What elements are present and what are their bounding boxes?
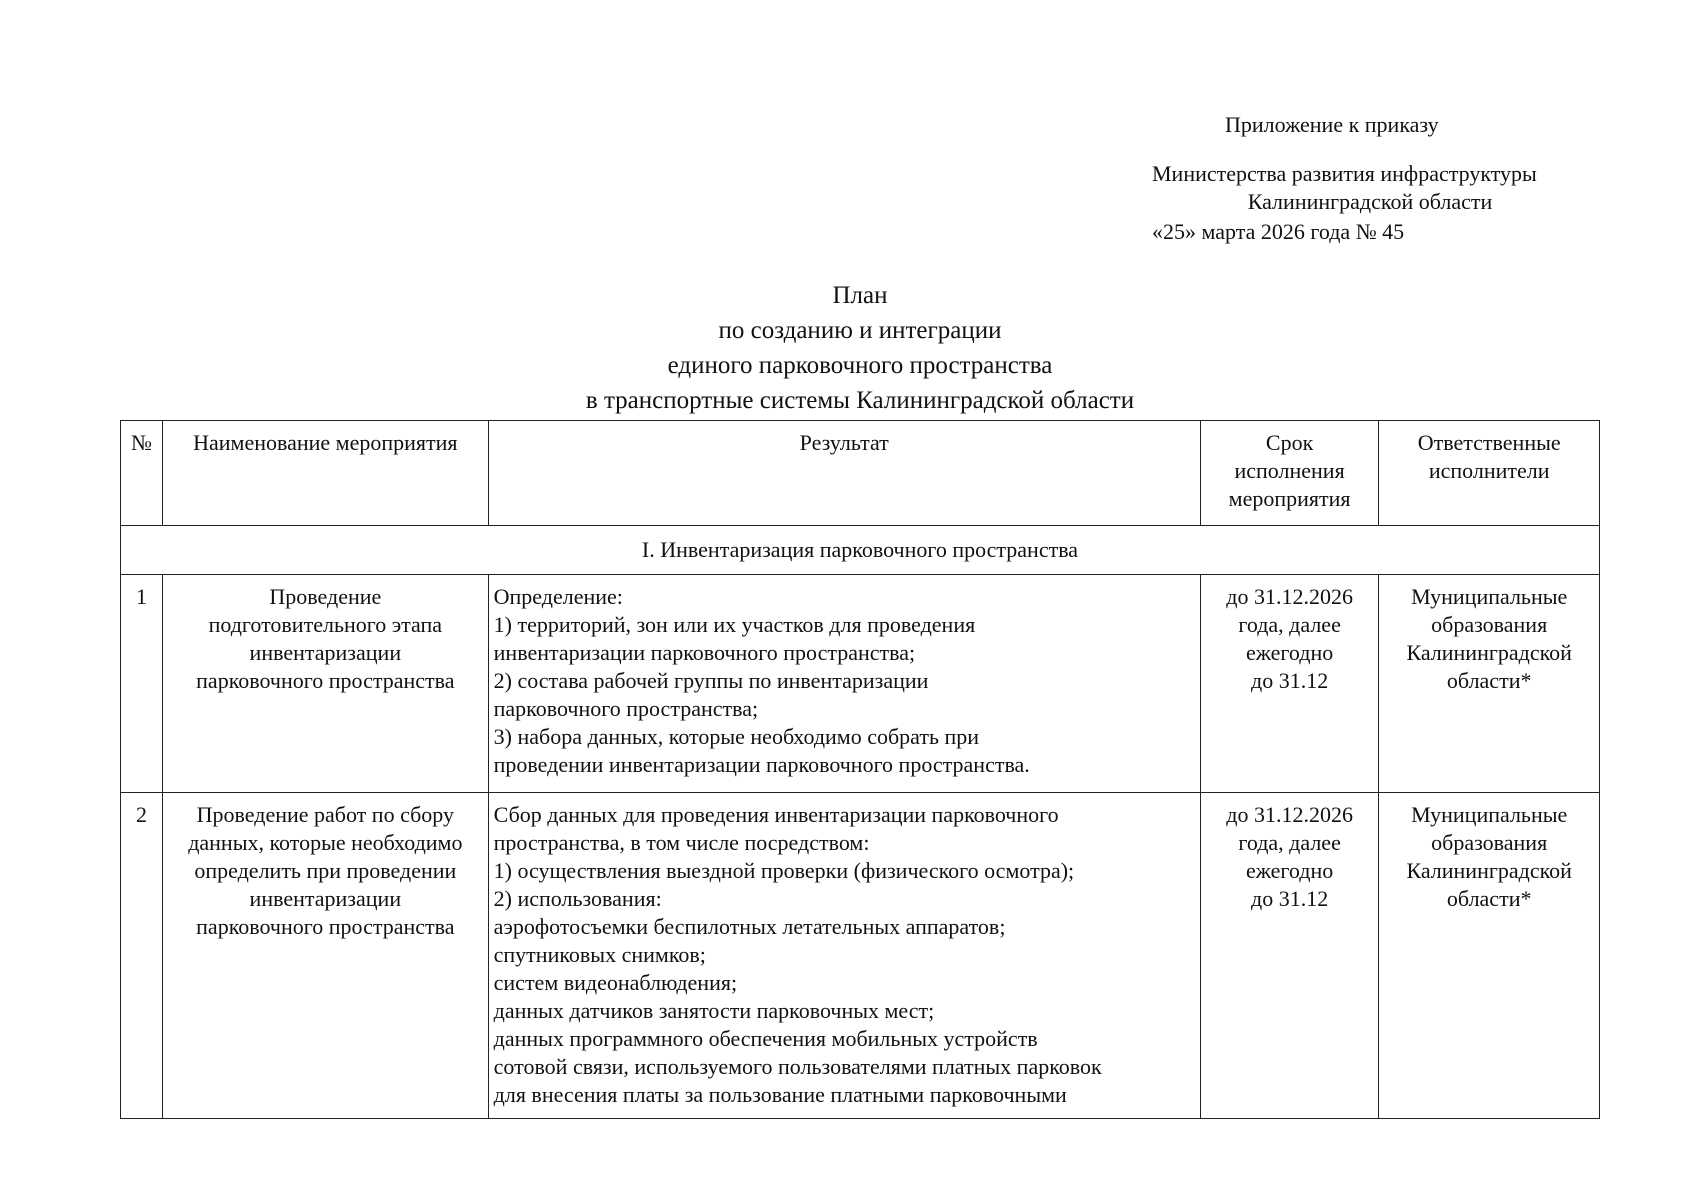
plan-title-line: План xyxy=(832,282,888,309)
row-num: 1 xyxy=(121,575,163,793)
row-num: 2 xyxy=(121,793,163,1119)
result-line: Определение: xyxy=(493,584,623,609)
header-deadline-line: Срок xyxy=(1265,430,1314,455)
row-deadline xyxy=(1200,575,1379,793)
name-line: определить при проведении xyxy=(194,858,457,883)
result-line: для внесения платы за пользование платными парковочными xyxy=(493,1082,1067,1107)
row-deadline xyxy=(1200,793,1379,1119)
row-responsible xyxy=(1379,793,1600,1119)
result-line: парковочного пространства; xyxy=(493,696,759,721)
header-responsible-line: Ответственные xyxy=(1417,430,1561,455)
name-line: парковочного пространства xyxy=(196,914,455,939)
header-responsible-line: исполнители xyxy=(1428,458,1550,483)
name-line: данных, которые необходимо xyxy=(188,830,463,855)
ministry-block xyxy=(1152,160,1592,216)
result-line: аэрофотосъемки беспилотных летательных аппаратов; xyxy=(493,914,1006,939)
deadline-line: ежегодно xyxy=(1245,640,1334,665)
plan-title-line: в транспортные системы Калининградской области xyxy=(585,387,1135,414)
header-responsible xyxy=(1379,421,1600,526)
deadline-line: года, далее xyxy=(1238,830,1341,855)
result-line: сотовой связи, используемого пользователями платных парковок xyxy=(493,1054,1102,1079)
section-title: I. Инвентаризация парковочного пространства xyxy=(121,526,1600,575)
plan-title-line: единого парковочного пространства xyxy=(667,352,1053,379)
plan-table xyxy=(120,420,1600,1119)
result-line: 1) территорий, зон или их участков для проведения xyxy=(493,612,976,637)
row-result xyxy=(488,575,1200,793)
responsible-line: образования xyxy=(1431,830,1548,855)
deadline-line: года, далее xyxy=(1238,612,1341,637)
header-deadline-line: исполнения xyxy=(1234,458,1345,483)
plan-title-line: по созданию и интеграции xyxy=(718,317,1002,344)
result-line: спутниковых снимков; xyxy=(493,942,706,967)
result-line: 2) состава рабочей группы по инвентаризации xyxy=(493,668,929,693)
responsible-line: Муниципальные xyxy=(1411,802,1568,827)
name-line: Проведение работ по сбору xyxy=(196,802,455,827)
header-deadline xyxy=(1200,421,1379,526)
result-line: систем видеонаблюдения; xyxy=(493,970,738,995)
order-date: «25» марта 2026 года № 45 xyxy=(1152,219,1405,244)
result-line: Сбор данных для проведения инвентаризации парковочного xyxy=(493,802,1059,827)
deadline-line: до 31.12.2026 xyxy=(1226,584,1353,609)
deadline-line: до 31.12 xyxy=(1251,886,1329,911)
responsible-line: Муниципальные xyxy=(1411,584,1568,609)
plan-title xyxy=(440,278,1280,418)
header-deadline-line: мероприятия xyxy=(1228,486,1351,511)
result-line: 3) набора данных, которые необходимо собрать при xyxy=(493,724,980,749)
row-activity-name xyxy=(163,575,489,793)
result-line: проведении инвентаризации парковочного пространства. xyxy=(493,752,1030,777)
row-activity-name xyxy=(163,793,489,1119)
responsible-line: Калининградской xyxy=(1406,640,1572,665)
row-result xyxy=(488,793,1200,1119)
appendix-title: Приложение к приказу xyxy=(1225,112,1439,137)
result-line: пространства, в том числе посредством: xyxy=(493,830,870,855)
name-line: подготовительного этапа xyxy=(208,612,443,637)
name-line: парковочного пространства xyxy=(196,668,455,693)
name-line: инвентаризации xyxy=(249,640,402,665)
result-line: инвентаризации парковочного пространства; xyxy=(493,640,916,665)
responsible-line: Калининградской xyxy=(1406,858,1572,883)
table-row xyxy=(121,793,1600,1119)
deadline-line: до 31.12 xyxy=(1251,668,1329,693)
section-row xyxy=(121,526,1600,575)
responsible-line: области* xyxy=(1446,668,1532,693)
result-line: данных датчиков занятости парковочных мест; xyxy=(493,998,935,1023)
table-row xyxy=(121,575,1600,793)
name-line: Проведение xyxy=(269,584,382,609)
deadline-line: до 31.12.2026 xyxy=(1226,802,1353,827)
header-result: Результат xyxy=(488,421,1200,526)
header-num: № xyxy=(121,421,163,526)
responsible-line: образования xyxy=(1431,612,1548,637)
header-name: Наименование мероприятия xyxy=(163,421,489,526)
ministry-line: Министерства развития инфраструктуры xyxy=(1152,161,1537,186)
name-line: инвентаризации xyxy=(249,886,402,911)
responsible-line: области* xyxy=(1446,886,1532,911)
row-responsible xyxy=(1379,575,1600,793)
result-line: 2) использования: xyxy=(493,886,662,911)
deadline-line: ежегодно xyxy=(1245,858,1334,883)
result-line: данных программного обеспечения мобильных устройств xyxy=(493,1026,1038,1051)
result-line: 1) осуществления выездной проверки (физического осмотра); xyxy=(493,858,1075,883)
table-header-row xyxy=(121,421,1600,526)
ministry-line: Калининградской области xyxy=(1247,189,1493,214)
